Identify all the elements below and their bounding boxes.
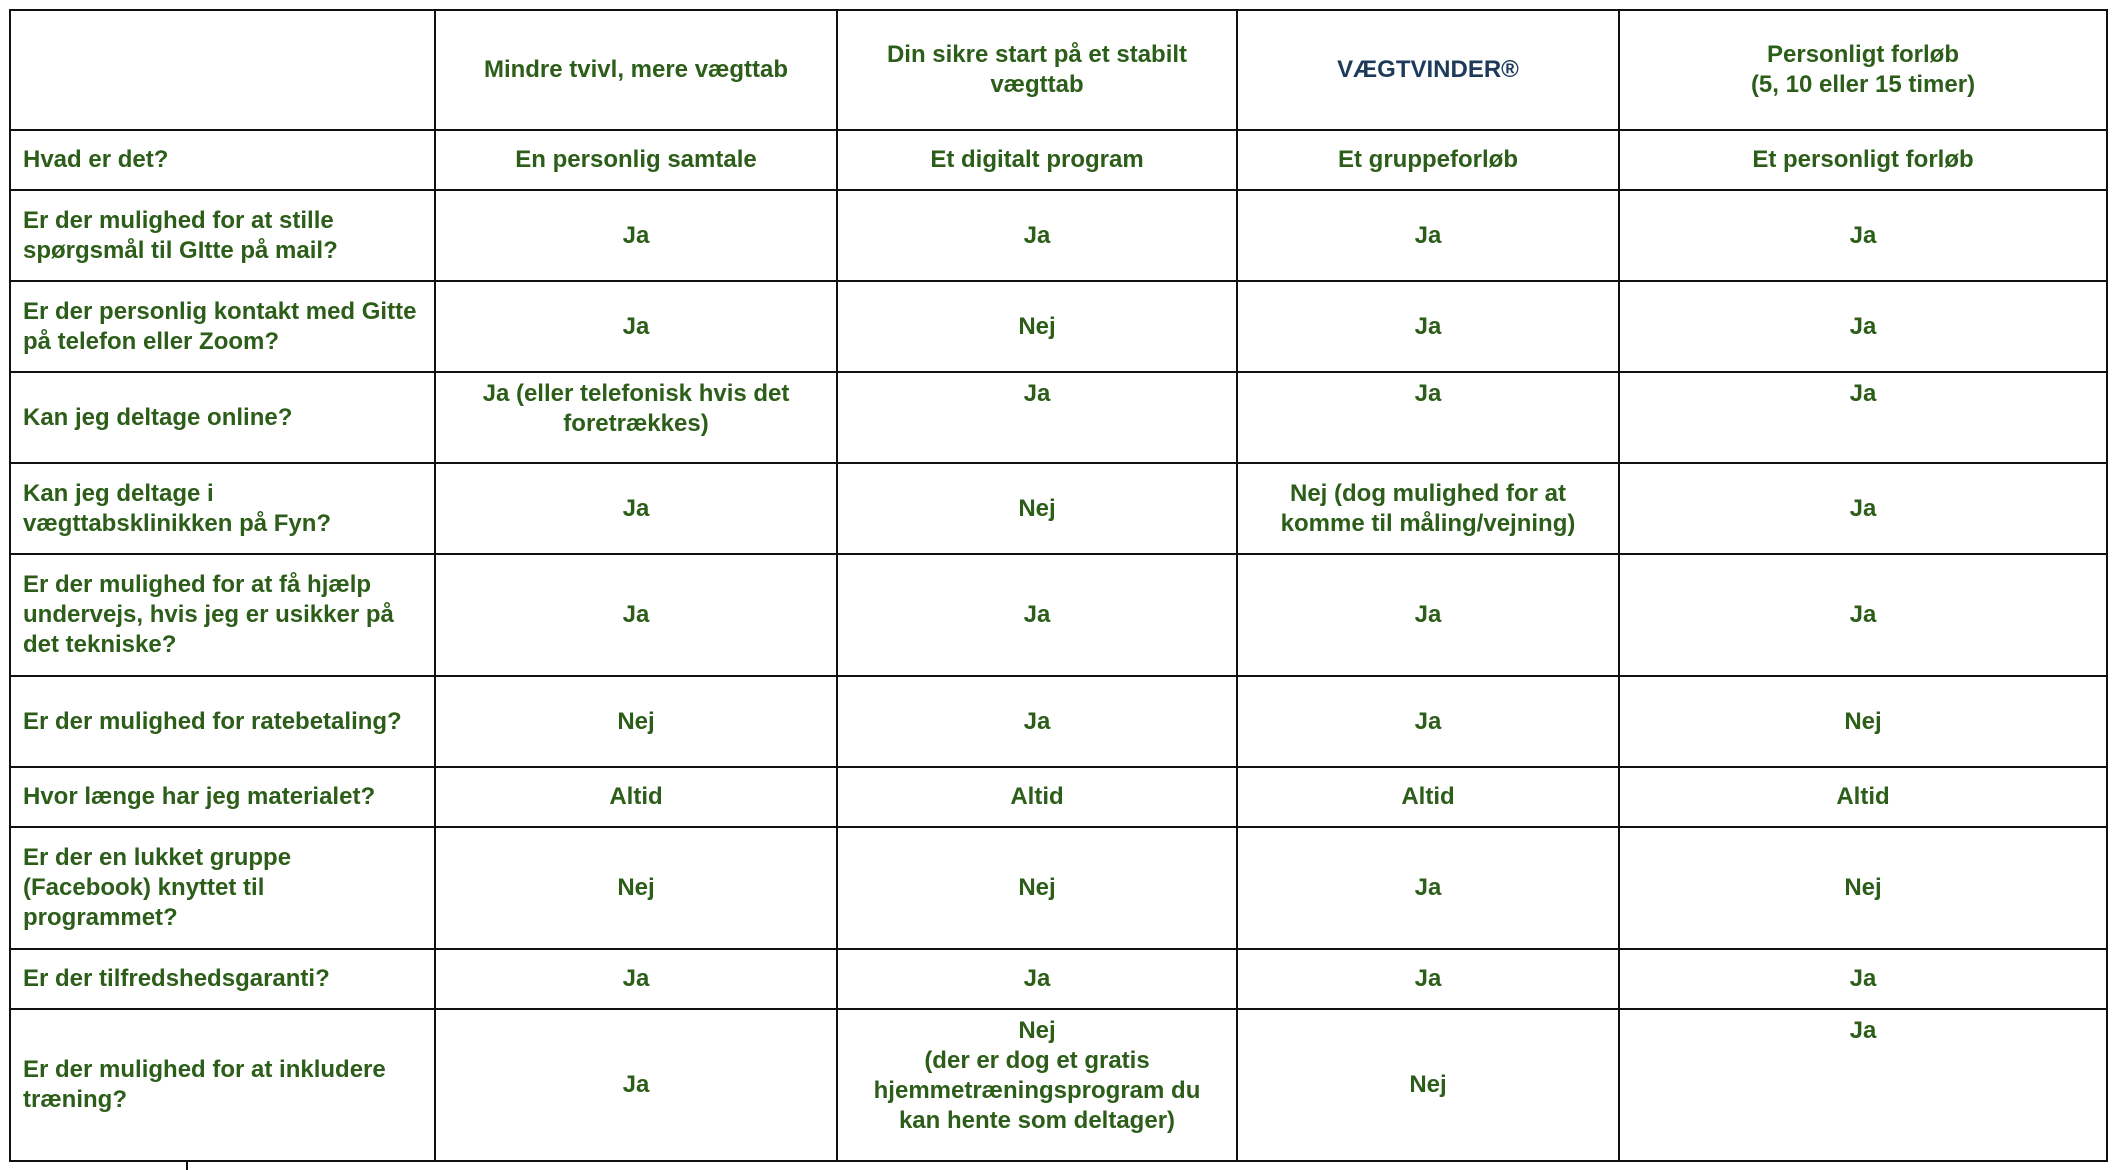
column-header-personligt-forloeb: Personligt forløb (5, 10 eller 15 timer): [1619, 10, 2107, 130]
table-row: [10, 767, 2107, 827]
table-cell: Ja: [1237, 676, 1619, 767]
table-cell: Ja: [837, 190, 1237, 281]
table-cell: Altid: [837, 767, 1237, 827]
table-cell: Nej: [1237, 1009, 1619, 1161]
table-cell: Ja: [435, 463, 837, 554]
column-header-din-sikre-start: Din sikre start på et stabilt vægttab: [837, 10, 1237, 130]
table-cell: Ja: [435, 190, 837, 281]
table-cell: Ja (eller telefonisk hvis det foretrækkes): [435, 372, 837, 463]
table-cell: Ja: [837, 676, 1237, 767]
table-cell: Nej: [837, 463, 1237, 554]
table-row: [10, 554, 2107, 676]
column-header-mindre-tvivl: Mindre tvivl, mere vægttab: [435, 10, 837, 130]
table-row: [10, 190, 2107, 281]
comparison-table: [9, 9, 2108, 1162]
table-cell: Ja: [1619, 554, 2107, 676]
row-label: Er der personlig kontakt med Gitte på telefon eller Zoom?: [10, 281, 435, 372]
table-cell: Ja: [435, 949, 837, 1009]
table-cell: Ja: [1619, 463, 2107, 554]
row-label: Er der mulighed for at stille spørgsmål til GItte på mail?: [10, 190, 435, 281]
table-cell: Ja: [837, 372, 1237, 463]
table-cell: Ja: [1619, 190, 2107, 281]
table-cell: Ja: [1237, 190, 1619, 281]
table-cell: Nej (der er dog et gratis hjemmetræningsprogram du kan hente som deltager): [837, 1009, 1237, 1161]
table-cell: Ja: [435, 1009, 837, 1161]
table-cell: Et personligt forløb: [1619, 130, 2107, 190]
row-label: Er der mulighed for ratebetaling?: [10, 676, 435, 767]
table-row: [10, 130, 2107, 190]
page-edge-mark: [186, 1160, 188, 1170]
table-cell: Ja: [1237, 281, 1619, 372]
table-cell: Ja: [1237, 949, 1619, 1009]
row-label: Er der tilfredshedsgaranti?: [10, 949, 435, 1009]
table-row: [10, 372, 2107, 463]
table-cell: Nej: [837, 827, 1237, 949]
row-label: Er der mulighed for at få hjælp undervejs, hvis jeg er usikker på det tekniske?: [10, 554, 435, 676]
table-row: [10, 281, 2107, 372]
table-cell: Nej: [837, 281, 1237, 372]
row-label: Hvor længe har jeg materialet?: [10, 767, 435, 827]
table-cell: Nej: [435, 676, 837, 767]
row-label: Er der en lukket gruppe (Facebook) knyttet til programmet?: [10, 827, 435, 949]
table-cell: En personlig samtale: [435, 130, 837, 190]
table-cell: Ja: [837, 554, 1237, 676]
row-label: Kan jeg deltage online?: [10, 372, 435, 463]
table-cell: Altid: [1619, 767, 2107, 827]
table-cell: Ja: [837, 949, 1237, 1009]
table-cell: Altid: [435, 767, 837, 827]
table-cell: Ja: [1237, 372, 1619, 463]
table-cell: Ja: [1619, 1009, 2107, 1161]
table-cell: Nej: [435, 827, 837, 949]
row-label: Er der mulighed for at inkludere træning?: [10, 1009, 435, 1161]
table-cell: Nej (dog mulighed for at komme til måling/vejning): [1237, 463, 1619, 554]
table-cell: Nej: [1619, 676, 2107, 767]
table-cell: Ja: [435, 554, 837, 676]
table-row: [10, 949, 2107, 1009]
table-cell: Ja: [1619, 949, 2107, 1009]
table-row: [10, 827, 2107, 949]
table-cell: Altid: [1237, 767, 1619, 827]
table-cell: Ja: [1237, 554, 1619, 676]
column-header-vaegtvinder: VÆGTVINDER®: [1237, 10, 1619, 130]
corner-cell: [10, 10, 435, 130]
table-row: [10, 676, 2107, 767]
table-cell: Et gruppeforløb: [1237, 130, 1619, 190]
table-cell: Ja: [1619, 372, 2107, 463]
table-cell: Nej: [1619, 827, 2107, 949]
table-row: [10, 463, 2107, 554]
row-label: Kan jeg deltage i vægttabsklinikken på Fyn?: [10, 463, 435, 554]
header-row: [10, 10, 2107, 130]
table-cell: Ja: [435, 281, 837, 372]
table-cell: Et digitalt program: [837, 130, 1237, 190]
table-row: [10, 1009, 2107, 1161]
table-cell: Ja: [1237, 827, 1619, 949]
row-label: Hvad er det?: [10, 130, 435, 190]
table-cell: Ja: [1619, 281, 2107, 372]
